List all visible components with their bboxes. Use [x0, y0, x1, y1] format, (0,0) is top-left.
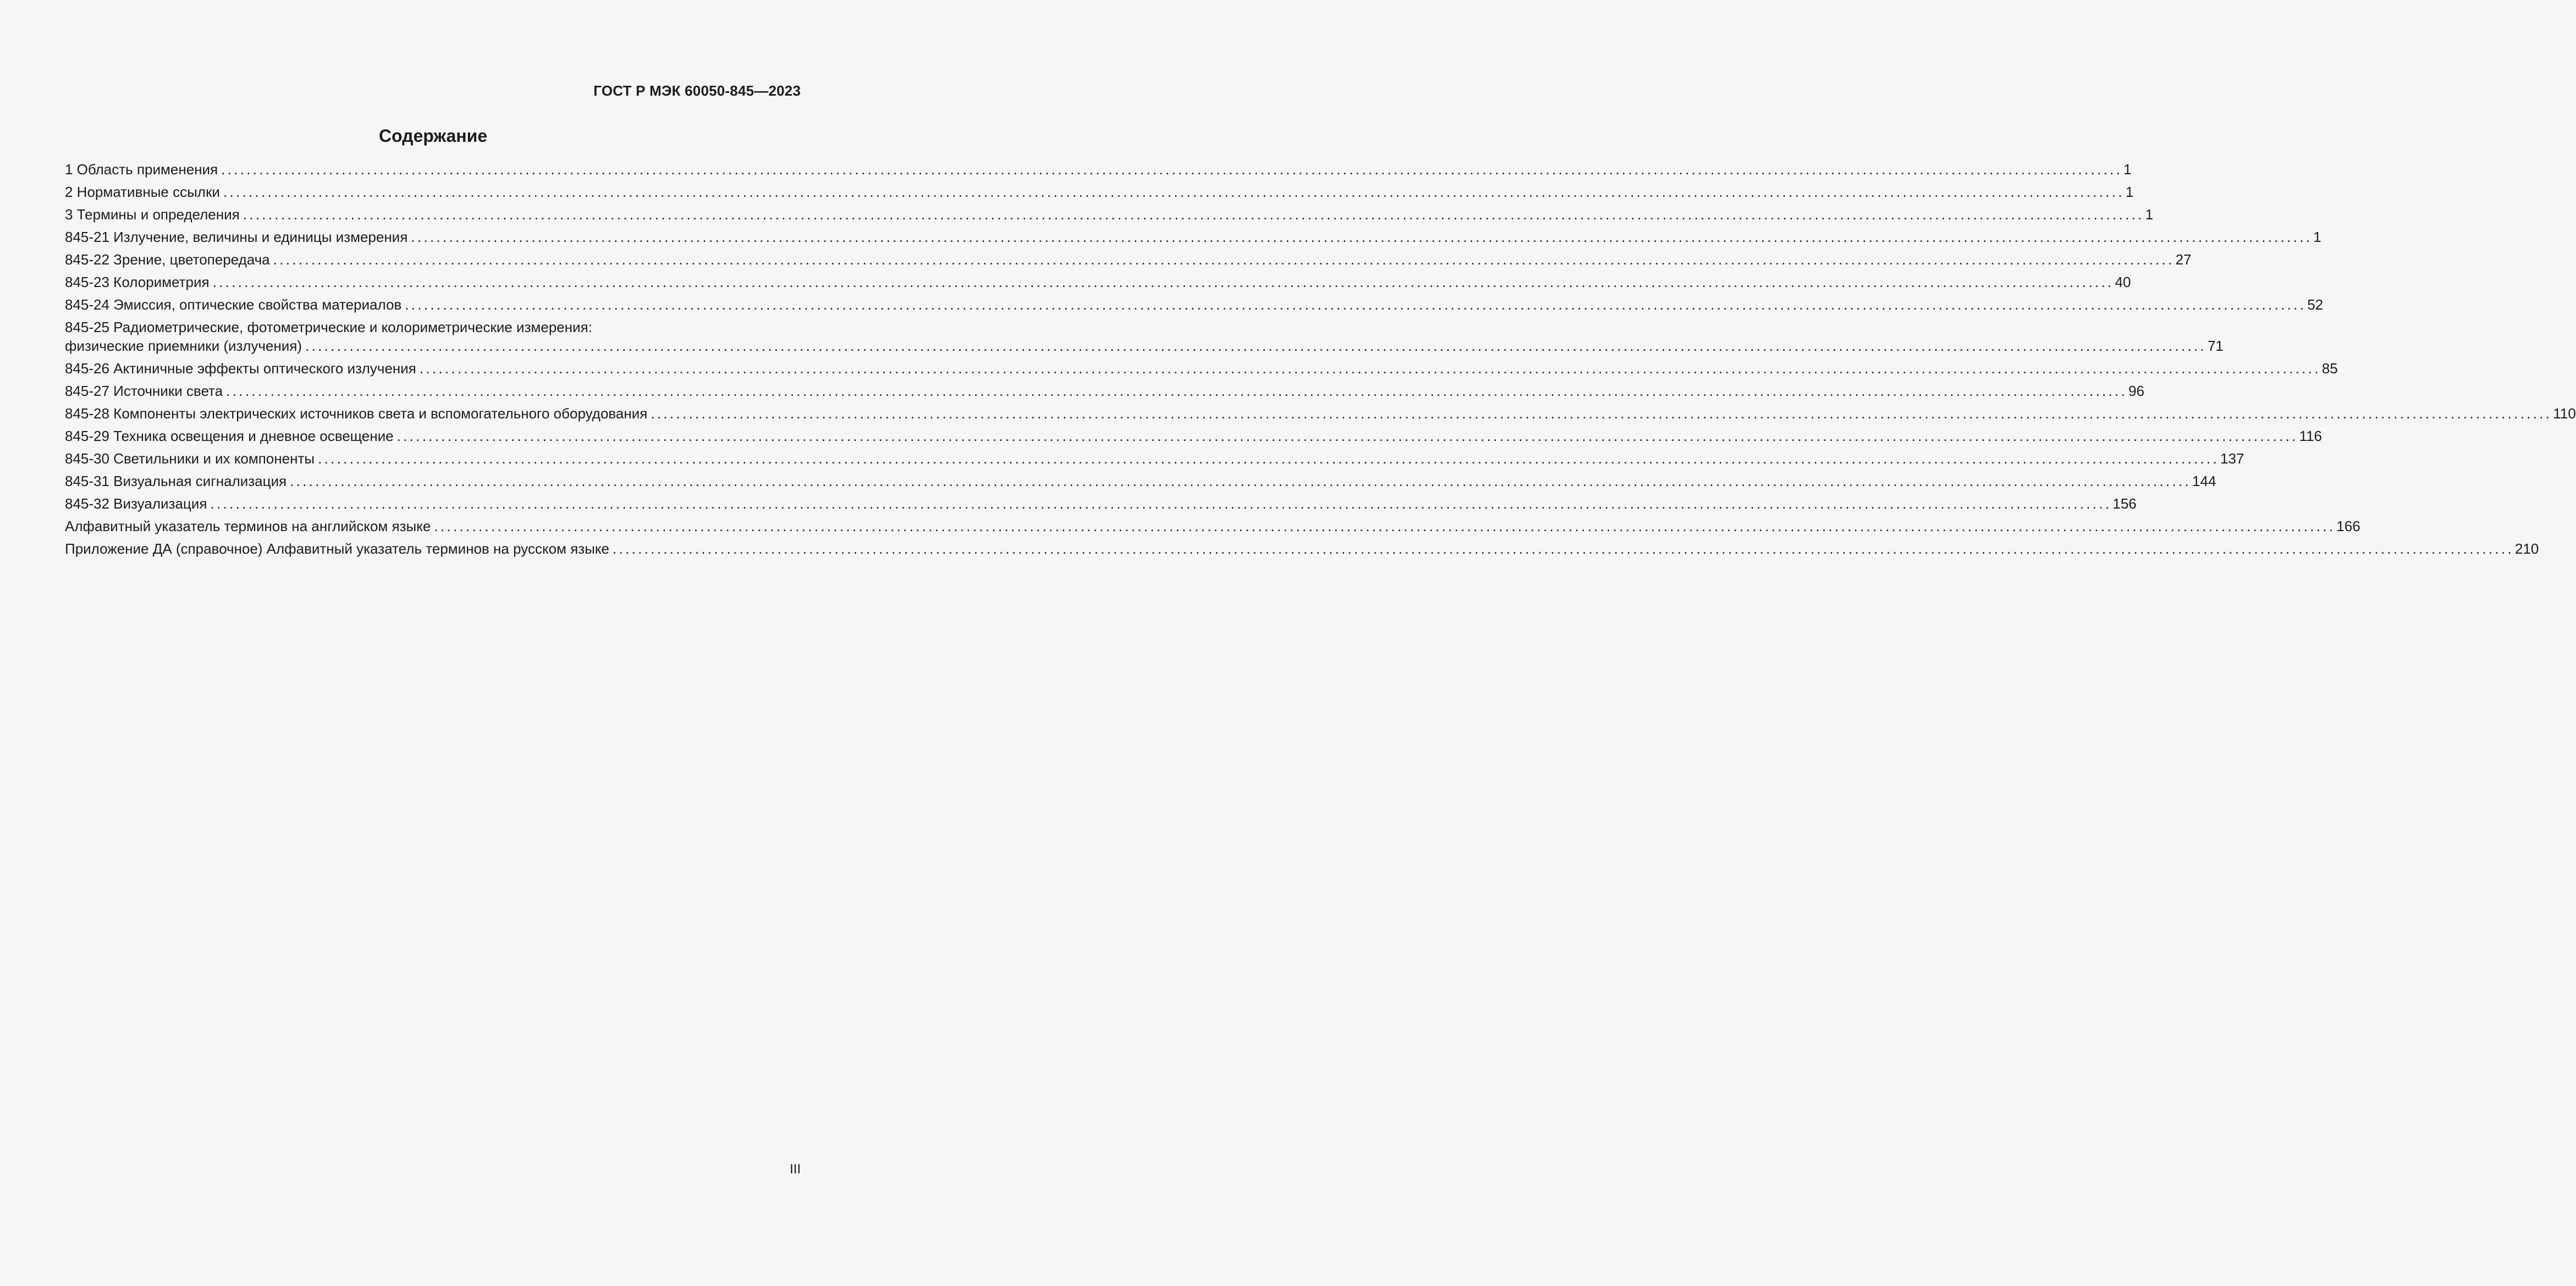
toc-entry-label: 845-29 Техника освещения и дневное освещение [65, 428, 394, 444]
toc-entry [65, 273, 2131, 291]
toc-entry-label: 845-22 Зрение, цветопередача [65, 251, 270, 268]
dot-leader: ............................................................................................................................................................................................................................................................................................................ [212, 274, 2114, 290]
toc-entry-label: 845-21 Излучение, величины и единицы измерения [65, 229, 408, 245]
toc-entry-label: 1 Область применения [65, 161, 218, 178]
toc-entry [65, 382, 2145, 400]
toc-entry-label: 845-26 Актиничные эффекты оптического излучения [65, 360, 416, 377]
toc-entry [65, 318, 2223, 355]
toc-entry-page: 210 [2515, 540, 2539, 557]
toc-entry-label: 845-24 Эмиссия, оптические свойства материалов [65, 296, 402, 313]
toc-entry [65, 494, 2137, 513]
toc-entry-page: 96 [2128, 383, 2145, 399]
toc-entry-label: Приложение ДА (справочное) Алфавитный указатель терминов на русском языке [65, 540, 609, 557]
dot-leader: ............................................................................................................................................................................................................................................................................................................ [397, 428, 2298, 444]
toc-entry [65, 205, 2154, 224]
table-of-contents [65, 160, 2576, 562]
toc-entry-page: 1 [2145, 206, 2154, 223]
toc-entry-page: 52 [2307, 296, 2324, 313]
toc-entry-page: 40 [2115, 274, 2131, 290]
toc-entry-label: 845-32 Визуализация [65, 495, 207, 512]
toc-entry [65, 295, 2324, 314]
dot-leader: ............................................................................................................................................................................................................................................................................................................ [405, 296, 2307, 313]
toc-entry [65, 250, 2192, 269]
dot-leader: ............................................................................................................................................................................................................................................................................................................ [419, 360, 2321, 377]
toc-entry [65, 472, 2216, 490]
dot-leader: ............................................................................................................................................................................................................................................................................................................ [210, 495, 2112, 512]
toc-entry [65, 404, 2576, 423]
toc-entry-page: 27 [2175, 251, 2192, 268]
toc-entry-label: физические приемники (излучения) [65, 338, 302, 354]
toc-entry-label: 845-23 Колориметрия [65, 274, 210, 290]
toc-entry [65, 539, 2539, 558]
toc-entry-label: 3 Термины и определения [65, 206, 240, 223]
toc-entry [65, 449, 2244, 468]
dot-leader: ............................................................................................................................................................................................................................................................................................................ [434, 518, 2336, 534]
dot-leader: ............................................................................................................................................................................................................................................................................................................ [612, 540, 2514, 557]
toc-title: Содержание [378, 126, 488, 146]
dot-leader: ............................................................................................................................................................................................................................................................................................................ [651, 405, 2552, 422]
toc-entry-page: 144 [2192, 473, 2216, 489]
toc-entry-page: 1 [2123, 161, 2132, 178]
dot-leader: ............................................................................................................................................................................................................................................................................................................ [290, 473, 2192, 489]
toc-entry-page: 110 [2553, 405, 2576, 422]
dot-leader: ............................................................................................................................................................................................................................................................................................................ [273, 251, 2175, 268]
toc-entry-page: 116 [2299, 428, 2322, 444]
dot-leader: ............................................................................................................................................................................................................................................................................................................ [243, 206, 2144, 223]
toc-entry-page: 1 [2313, 229, 2321, 245]
toc-entry [65, 427, 2322, 445]
toc-entry-page: 71 [2208, 338, 2223, 354]
toc-entry-label-first-line: 845-25 Радиометрические, фотометрические и колориметрические измерения: [65, 319, 592, 335]
toc-entry-label: 845-30 Светильники и их компоненты [65, 450, 315, 467]
dot-leader: ............................................................................................................................................................................................................................................................................................................ [221, 161, 2123, 178]
toc-entry-label: 845-28 Компоненты электрических источников света и вспомогательного оборудования [65, 405, 648, 422]
toc-entry-label: 845-31 Визуальная сигнализация [65, 473, 287, 489]
toc-entry [65, 517, 2360, 536]
page-number: III [789, 1162, 801, 1177]
toc-entry-page: 1 [2125, 184, 2134, 200]
toc-entry-page: 137 [2220, 450, 2244, 467]
toc-entry [65, 160, 2132, 179]
dot-leader: ............................................................................................................................................................................................................................................................................................................ [411, 229, 2313, 245]
dot-leader: ............................................................................................................................................................................................................................................................................................................ [318, 450, 2220, 467]
toc-entry-label: 2 Нормативные ссылки [65, 184, 220, 200]
toc-entry [65, 228, 2321, 246]
toc-entry-page: 85 [2321, 360, 2338, 377]
dot-leader: ............................................................................................................................................................................................................................................................................................................ [223, 184, 2124, 200]
dot-leader: ............................................................................................................................................................................................................................................................................................................ [305, 338, 2207, 354]
toc-entry-label: 845-27 Источники света [65, 383, 223, 399]
toc-entry-label: Алфавитный указатель терминов на английском языке [65, 518, 431, 534]
document-code: ГОСТ Р МЭК 60050-845—2023 [593, 82, 801, 99]
dot-leader: ............................................................................................................................................................................................................................................................................................................ [226, 383, 2128, 399]
toc-entry-page: 156 [2112, 495, 2137, 512]
toc-entry [65, 359, 2338, 378]
toc-entry-page: 166 [2336, 518, 2360, 534]
toc-entry [65, 183, 2134, 201]
